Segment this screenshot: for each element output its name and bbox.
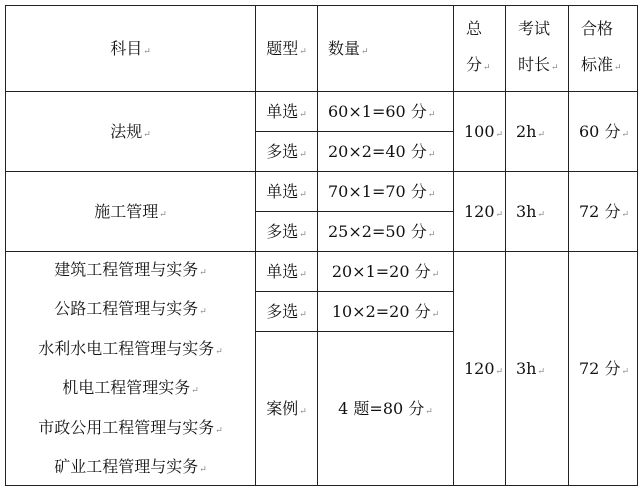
header-pass: 合格 标准↵ xyxy=(569,6,638,92)
pass-cell: 72 分↵ xyxy=(569,172,638,252)
header-row xyxy=(6,6,638,92)
exam-table xyxy=(5,5,638,486)
quantity-cell: 4 题=80 分↵ xyxy=(318,332,454,486)
subject-item: 机电工程管理实务↵ xyxy=(62,378,199,398)
duration-cell: 3h↵ xyxy=(506,252,569,486)
header-subject: 科目↵ xyxy=(6,6,256,92)
table-row xyxy=(6,92,638,132)
subject-cell: 施工管理↵ xyxy=(6,172,256,252)
total-cell: 100↵ xyxy=(454,92,506,172)
subject-item: 矿业工程管理与实务↵ xyxy=(54,457,207,477)
total-cell: 120↵ xyxy=(454,252,506,486)
subject-cell: 法规↵ xyxy=(6,92,256,172)
subject-item: 公路工程管理与实务↵ xyxy=(54,299,207,319)
header-duration: 考试 时长↵ xyxy=(506,6,569,92)
type-cell: 多选↵ xyxy=(256,292,318,332)
type-cell: 单选↵ xyxy=(256,172,318,212)
subject-list-cell xyxy=(6,252,256,486)
subject-item: 水利水电工程管理与实务↵ xyxy=(38,338,223,358)
quantity-cell: 20×2=40 分↵ xyxy=(318,132,454,172)
header-quantity: 数量↵ xyxy=(318,6,454,92)
header-type: 题型↵ xyxy=(256,6,318,92)
type-cell: 单选↵ xyxy=(256,92,318,132)
type-cell: 案例↵ xyxy=(256,332,318,486)
type-cell: 单选↵ xyxy=(256,252,318,292)
pass-cell: 60 分↵ xyxy=(569,92,638,172)
quantity-cell: 60×1=60 分↵ xyxy=(318,92,454,132)
quantity-cell: 70×1=70 分↵ xyxy=(318,172,454,212)
subject-item: 市政公用工程管理与实务↵ xyxy=(38,417,223,437)
table-row xyxy=(6,172,638,212)
subject-item: 建筑工程管理与实务↵ xyxy=(54,259,207,279)
header-total: 总 分↵ xyxy=(454,6,506,92)
quantity-cell: 20×1=20 分↵ xyxy=(318,252,454,292)
duration-cell: 3h↵ xyxy=(506,172,569,252)
duration-cell: 2h↵ xyxy=(506,92,569,172)
pass-cell: 72 分↵ xyxy=(569,252,638,486)
type-cell: 多选↵ xyxy=(256,212,318,252)
quantity-cell: 10×2=20 分↵ xyxy=(318,292,454,332)
type-cell: 多选↵ xyxy=(256,132,318,172)
table-row xyxy=(6,252,638,292)
quantity-cell: 25×2=50 分↵ xyxy=(318,212,454,252)
total-cell: 120↵ xyxy=(454,172,506,252)
